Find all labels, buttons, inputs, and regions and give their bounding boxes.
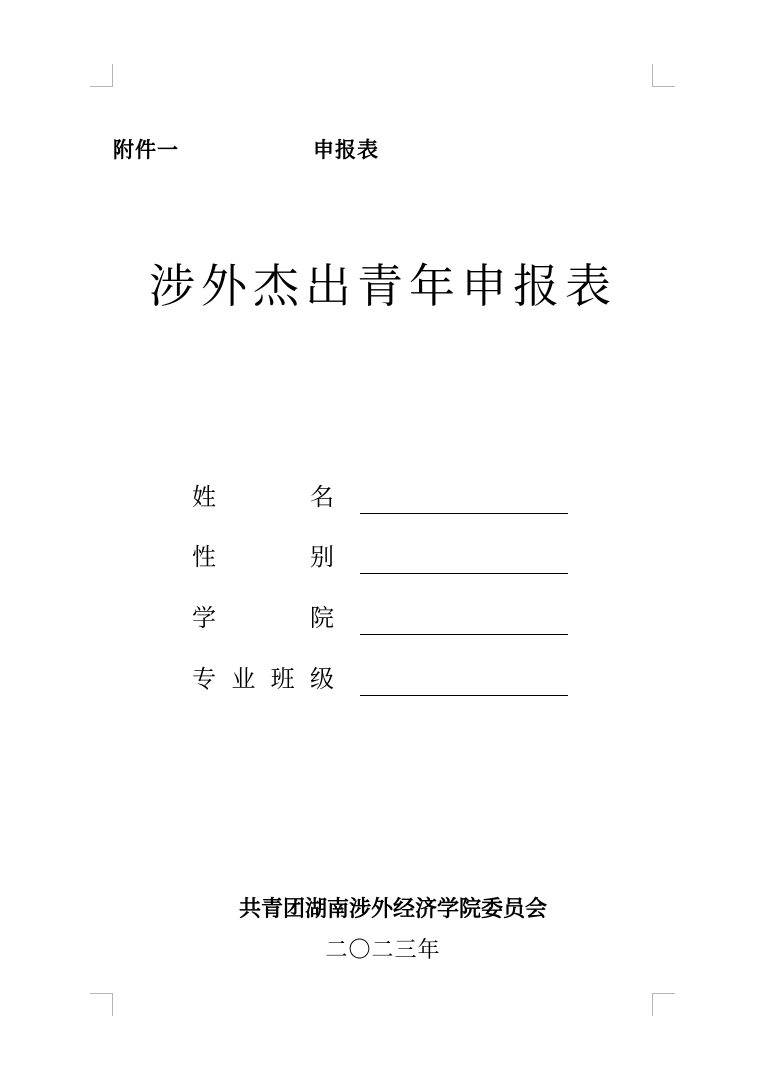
field-college [192, 601, 572, 635]
field-name-label [192, 477, 334, 512]
label-char: 级 [309, 665, 334, 693]
field-gender [192, 540, 572, 574]
field-college-label [192, 598, 334, 633]
major-class-input-line[interactable] [360, 694, 568, 696]
field-gender-label [192, 537, 334, 572]
college-input-line[interactable] [360, 633, 568, 635]
label-char: 院 [310, 604, 334, 632]
label-char: 名 [310, 483, 334, 511]
label-char: 性 [192, 543, 216, 571]
field-major-class [192, 662, 572, 696]
label-char: 业 [231, 665, 256, 693]
label-char: 学 [192, 604, 216, 632]
organization-name: 共青团湖南涉外经济学院委员会 [238, 896, 547, 922]
crop-mark-top-right [652, 64, 675, 87]
field-major-class-label [192, 659, 334, 694]
name-input-line[interactable] [360, 512, 568, 514]
crop-mark-top-left [90, 64, 113, 87]
document-title: 涉外杰出青年申报表 [149, 259, 617, 313]
label-char: 班 [270, 665, 295, 693]
gender-input-line[interactable] [360, 572, 568, 574]
year-text: 二〇二三年 [325, 938, 441, 963]
crop-mark-bottom-left [90, 993, 113, 1016]
crop-mark-bottom-right [652, 993, 675, 1016]
field-name [192, 480, 572, 514]
label-char: 别 [310, 543, 334, 571]
label-char: 专 [192, 665, 216, 693]
form-label: 申报表 [313, 138, 379, 162]
attachment-label: 附件一 [113, 138, 179, 162]
label-char: 姓 [192, 483, 216, 511]
